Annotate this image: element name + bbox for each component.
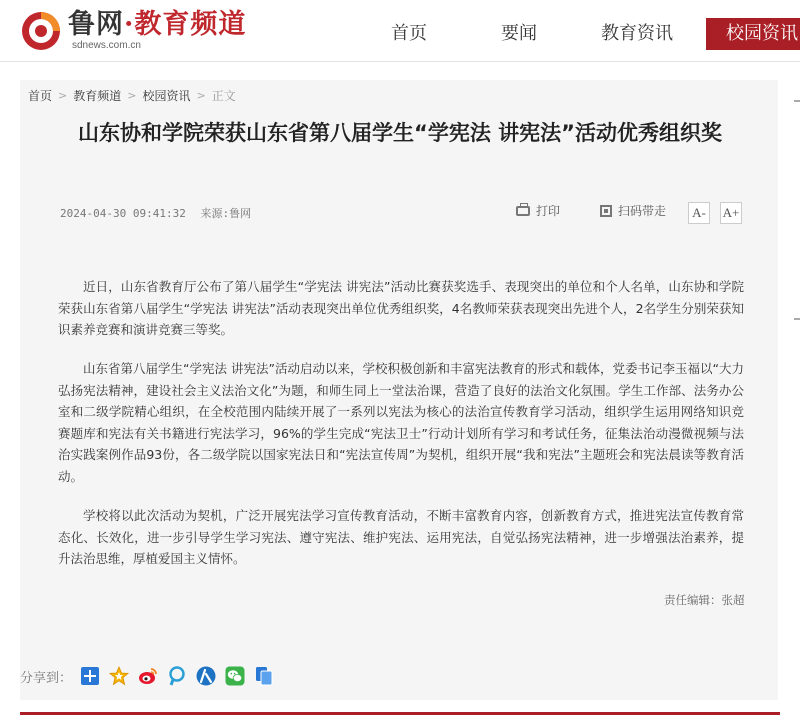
article-tools xyxy=(516,202,666,219)
logo-brand: 鲁网 xyxy=(68,9,124,40)
plus-share-icon[interactable] xyxy=(80,666,100,686)
scan-qr-button[interactable] xyxy=(600,202,666,219)
copy-icon[interactable] xyxy=(254,666,274,686)
article-meta xyxy=(60,205,251,221)
weibo-icon[interactable] xyxy=(138,666,158,686)
breadcrumb-separator: > xyxy=(58,88,68,102)
breadcrumb-separator: > xyxy=(127,88,137,102)
qzone-icon[interactable] xyxy=(167,666,187,686)
article-paragraph: 学校将以此次活动为契机，广泛开展宪法学习宣传教育活动，不断丰富教育内容，创新教育方式，推进宪法宣传教育常态化、长效化，进一步引导学生学习宪法、遵守宪法、维护宪法、运用宪法，自觉弘扬宪法精神，进一步增强法治素养，提升法治思维，厚植爱国主义情怀。 xyxy=(58,508,744,566)
article-datetime: 2024-04-30 09:41:32 xyxy=(60,207,186,220)
article-paragraph: 近日，山东省教育厅公布了第八届学生“学宪法 讲宪法”活动比赛获奖选手、表现突出的单位和个人名单，山东协和学院荣获山东省第八届学生“学宪法 讲宪法”活动表现突出单位优秀组织奖，4名教师荣获表现突出先进个人，2名学生分别荣获知识素养竞赛和演讲竞赛三等奖。 xyxy=(58,279,744,337)
star-favorite-icon[interactable] xyxy=(109,666,129,686)
nav-home[interactable]: 首页 xyxy=(391,23,427,44)
breadcrumb-education[interactable]: 教育频道 xyxy=(73,88,122,103)
qr-code-icon xyxy=(600,205,612,217)
breadcrumb-campus[interactable]: 校园资讯 xyxy=(142,88,191,103)
font-smaller-button[interactable]: A- xyxy=(688,202,710,224)
printer-icon xyxy=(516,206,530,216)
sidebar-edge-mark xyxy=(794,318,800,320)
scan-label: 扫码带走 xyxy=(618,204,667,218)
share-bar xyxy=(20,664,283,688)
bottom-divider xyxy=(20,712,780,715)
sidebar-edge-mark xyxy=(794,100,800,102)
article-source: 来源:鲁网 xyxy=(200,207,252,220)
font-larger-button[interactable]: A+ xyxy=(720,202,742,224)
print-label: 打印 xyxy=(536,204,561,218)
nav-education-news[interactable]: 教育资讯 xyxy=(601,23,673,44)
nav-campus-news[interactable]: 校园资讯 xyxy=(706,18,800,50)
nav-news[interactable]: 要闻 xyxy=(501,23,537,44)
article-paragraph: 山东省第八届学生“学宪法 讲宪法”活动启动以来，学校积极创新和丰富宪法教育的形式和载体，党委书记李玉福以“大力弘扬宪法精神，建设社会主义法治文化”为题，和师生同上一堂法治课，营造了良好的法治文化氛围。学生工作部、法务办公室和二级学院精心组织，在全校范围内陆续开展了一系列以宪法为核心的法治宣传教育学习活动，组织学生运用网络知识竞赛题库和宪法有关书籍进行宪法学习，96%的学生完成“宪法卫士”行动计划所有学习和考试任务，征集法治动漫微视频与法治实践案例作品93份，各二级学院以国家宪法日和“宪法宣传周”为契机，组织开展“我和宪法”主题班会和宪法晨读等教育活动。 xyxy=(58,361,744,484)
share-label: 分享到： xyxy=(20,670,73,686)
breadcrumb xyxy=(28,87,236,103)
logo-title xyxy=(68,10,246,40)
breadcrumb-home[interactable]: 首页 xyxy=(28,88,53,103)
logo-swirl-icon xyxy=(20,10,62,52)
main-nav xyxy=(362,18,800,50)
print-button[interactable] xyxy=(516,202,560,219)
site-logo[interactable] xyxy=(20,6,246,56)
responsible-editor: 责任编辑：张超 xyxy=(664,593,745,607)
logo-domain: sdnews.com.cn xyxy=(72,40,141,51)
breadcrumb-current: 正文 xyxy=(211,88,236,103)
font-size-controls xyxy=(688,202,742,224)
right-sidebar-edge xyxy=(778,80,800,700)
logo-dot: · xyxy=(124,9,135,40)
site-header xyxy=(0,0,800,62)
renren-icon[interactable] xyxy=(196,666,216,686)
breadcrumb-separator: > xyxy=(196,88,206,102)
wechat-icon[interactable] xyxy=(225,666,245,686)
logo-channel: 教育频道 xyxy=(134,9,247,40)
article-title: 山东协和学院荣获山东省第八届学生“学宪法 讲宪法”活动优秀组织奖 xyxy=(78,121,722,145)
